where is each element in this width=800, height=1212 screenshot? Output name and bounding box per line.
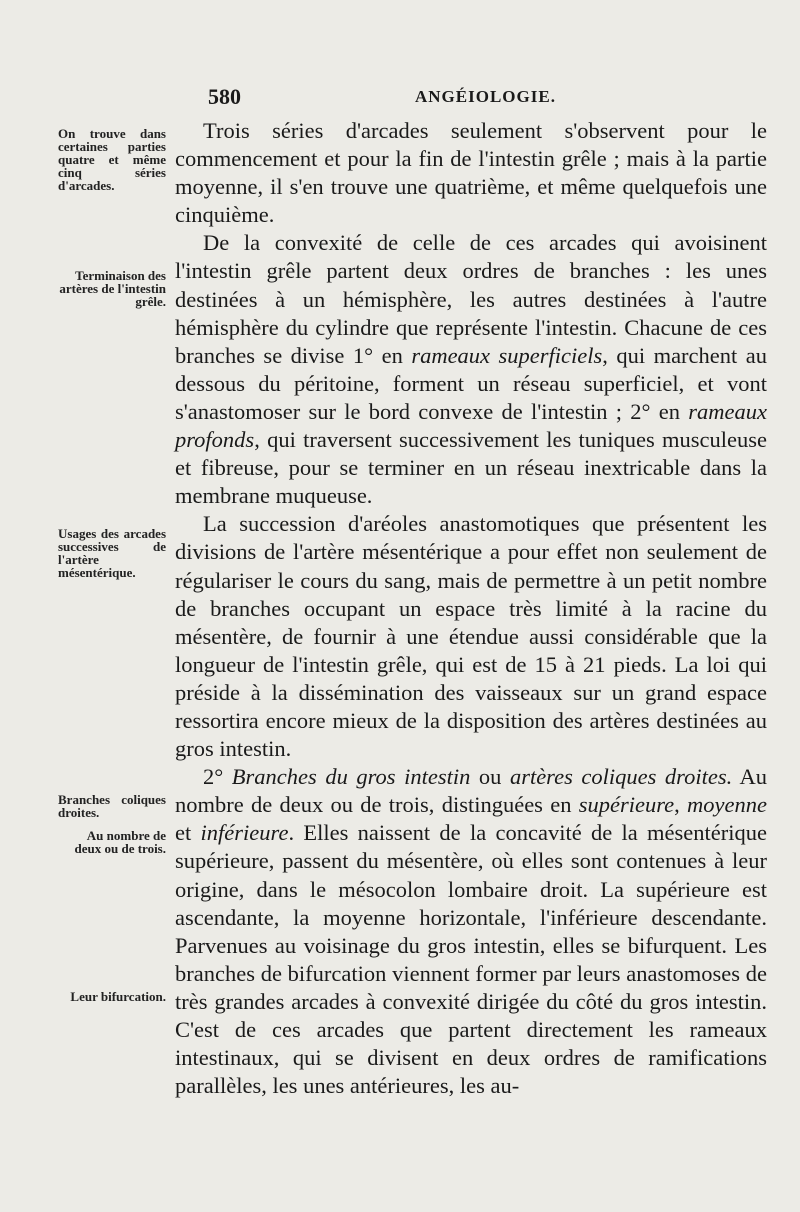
paragraph-1 [175, 117, 767, 229]
paragraph-4 [175, 763, 767, 1100]
running-title: ANGÉIOLOGIE. [415, 87, 556, 106]
paragraph-4-text-b: . Elles naissent de la concavité de la mésentérique supérieure, passent du mésentère, où elles sont contenues à leur origine, dans le mésocolon lombaire droit. La supérieure est ascendante, la moyenne horizontale, l'inférieure descendante. Parvenues au voisinage du gros intestin, elles se bifurquent. Les branches de bifurcation viennent former par leurs anastomoses de très grandes arcades à convexité dirigée du côté du gros intestin. C'est de ces arcades que partent directement les rameaux intestinaux, qui se divisent en deux ordres de ramifications parallèles, les unes antérieures, les au- [175, 820, 767, 1099]
page-number: 580 [208, 84, 241, 109]
term-superieure: supérieure [578, 792, 675, 818]
section-title-gros-intestin: Branches du gros intestin [231, 764, 471, 790]
punctuation-comma: , [674, 792, 688, 818]
paragraph-3-text: La succession d'aréoles anastomotiques que présentent les divisions de l'artère mésentérique a pour effet non seulement de régulariser le cours du sang, mais de permettre à un petit nombre de branches occupant un espace très limité à la racine du mésentère, de fournir à une étendue aussi considérable que la longueur de l'intestin grêle, qui est de 15 à 21 pieds. La loi qui préside à la dissémination des vaisseaux sur un grand espace ressortira encore mieux de la disposition des artères destinées au gros intestin. [175, 511, 767, 762]
term-rameaux-profonds: rameaux profonds [175, 398, 767, 453]
section-number: 2° [203, 764, 232, 790]
term-moyenne: moyenne [687, 792, 768, 818]
margin-note-bifurcation: Leur bifurcation. [70, 989, 166, 1004]
paragraph-2-text-b: , qui marchent au dessous du péritoine, forment un réseau superficiel, et vont s'anastomoser sur le bord convexe de l'intestin ; 2° en [175, 342, 767, 424]
section-title-connector: ou [470, 764, 510, 790]
term-inferieure: inférieure [200, 820, 289, 846]
term-rameaux-superficiels: rameaux superficiels [411, 342, 603, 368]
paragraph-2 [175, 229, 767, 510]
section-title-coliques: artères coliques droites. [509, 764, 733, 790]
page-header [175, 84, 765, 110]
margin-note-terminaison: Terminaison des artères de l'intestin grêle. [59, 268, 166, 309]
connector-et: et [175, 820, 201, 846]
paragraph-3 [175, 510, 767, 763]
margin-note-arcades: On trouve dans certaines parties quatre et même cinq séries d'arcades. [58, 126, 166, 193]
paragraph-2-text-c: , qui traversent successivement les tuniques musculeuse et fibreuse, pour se terminer en un réseau inextricable dans la membrane muqueuse. [175, 427, 767, 509]
main-text [175, 117, 767, 1100]
margin-note-branches-coliques: Branches coliques droites. [58, 792, 166, 820]
paragraph-1-text: Trois séries d'arcades seulement s'observent pour le commencement et pour la fin de l'intestin grêle ; mais à la partie moyenne, il s'en trouve une quatrième, et même quelquefois une cinquième. [175, 118, 767, 228]
margin-note-usages: Usages des arcades successives de l'artère mésentérique. [58, 526, 166, 580]
paragraph-4-text-a: Au nombre de deux ou de trois, distinguées en [175, 764, 768, 818]
paragraph-2-text-a: De la convexité de celle de ces arcades qui avoisinent l'intestin grêle partent deux ordres de branches : les unes destinées à un hémisphère, les autres destinées à l'autre hémisphère du cylindre que représente l'intestin. Chacune de ces branches se divise 1° en [175, 230, 767, 368]
margin-note-nombre: Au nombre de deux ou de trois. [74, 828, 166, 856]
